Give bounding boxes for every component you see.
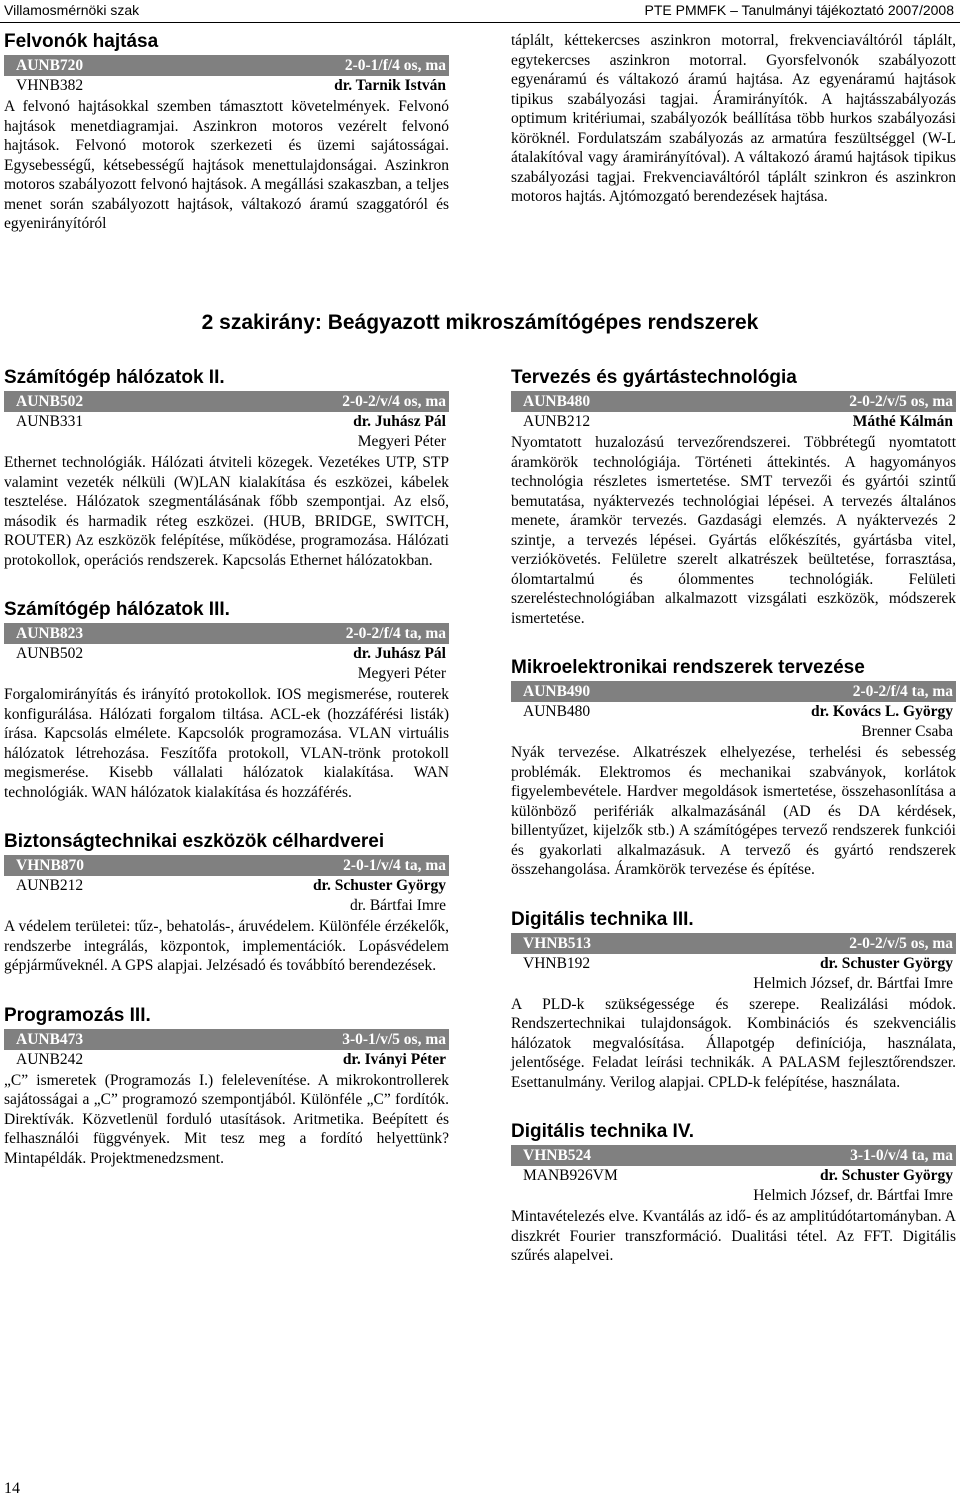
course-teacher: dr. Juhász Pál — [353, 413, 446, 430]
course-programozas3 — [4, 1004, 449, 1169]
course-meta — [4, 644, 449, 664]
course-credits: 3-0-1/v/5 os, ma — [342, 1030, 446, 1048]
course-credits: 2-0-1/v/4 ta, ma — [343, 857, 446, 874]
course-meta — [4, 412, 449, 432]
course-description: A PLD-k szükségessége és szerepe. Realizálási módok. Rendszertechnikai tulajdonságok. Kombinációs és szekvenciális hálózatok megvalósítása. Állapotgép definíciója, használata, jelentősége. Feladat leírási technikák. A PALASM fejlesztőrendszer. Esettanulmány. Verilog alapjai. CPLD-k felépítése, használata. — [511, 995, 956, 1091]
course-mikroelektronikai — [511, 656, 956, 880]
course-co-teacher: Brenner Csaba — [861, 723, 953, 740]
course-teacher: dr. Schuster György — [819, 1167, 953, 1184]
course-code-bar — [4, 55, 449, 76]
course-code: VHNB524 — [523, 1147, 592, 1164]
course-title: Számítógép hálózatok II. — [4, 367, 225, 388]
course-tervezes — [511, 366, 956, 628]
course-description: Forgalomirányítás és irányító protokollok. IOS megismerése, routerek konfigurálása. Hálózati forgalom tiltása. ACL-ek (hozzáférési listák) írása. Kapcsolás elmélete. Kapcsolók programozása. VLAN virtuális hálózatok létrehozása. Feszítőfa protokoll, VLAN-trönk protokoll megismerése. Kisebb vállalati hálózatok kialakítása. WAN technológiák. WAN hálózatok kialakítása és hozzáférés. — [4, 686, 449, 801]
course-code-bar — [4, 855, 449, 876]
course-description-continued: táplált, kéttekercses aszinkron motorral, frekvenciaváltóról táplált, egytekercses aszinkron motorral. Gyorsfelvonók szabályozott egyenáramú és váltakozó áramú hajtása. Az egyenáramú hajtások tipikus szabályozási tagjai. Áramirányítók. A hajtásszabályozás optimum kritériumai, szabályozók beállítása több hurkos szabályozási köröknél. Fordulatszám szabályozás az armatúra feszültséggel (W-L átalakítóval vagy áramirányítóval). A váltakozó áramú hajtások tipikus szabályozási tagjai. Frekvenciaváltóról táplált szinkron és aszinkron motoros hajtás. Ajtómozgató berendezések hajtása. — [511, 32, 956, 205]
course-meta — [4, 76, 449, 96]
course-teacher: dr. Iványi Péter — [342, 1050, 446, 1068]
top-left-column — [4, 30, 449, 262]
course-co-teacher: Megyeri Péter — [357, 665, 446, 682]
course-digitalis3 — [511, 908, 956, 1093]
course-credits: 2-0-2/f/4 ta, ma — [852, 683, 953, 700]
course-title: Mikroelektronikai rendszerek tervezése — [511, 657, 865, 678]
course-title: Tervezés és gyártástechnológia — [511, 367, 797, 388]
course-prereq: AUNB212 — [16, 877, 84, 894]
course-code: AUNB473 — [16, 1030, 84, 1048]
course-code-bar — [4, 1029, 449, 1050]
course-teacher: dr. Kovács L. György — [811, 703, 953, 720]
course-prereq: VHNB382 — [16, 77, 84, 94]
page-number: 14 — [4, 1480, 20, 1497]
course-prereq: MANB926VM — [523, 1167, 618, 1184]
course-meta — [511, 702, 956, 722]
course-meta — [4, 876, 449, 896]
course-description: „C” ismeretek (Programozás I.) felelevenítése. A mikrokontrollerek sajátosságai a „C” programozó szempontjából. Különféle „C” fordítók. Direktívák. Közvetlenül forduló utasítások. Aritmetika. Beépített és felhasználói függvények. Mit tesz meg a fordító helyettünk? Mintapéldák. Projektmenedzsment. — [4, 1071, 449, 1167]
course-code: VHNB870 — [16, 857, 85, 874]
course-code-bar — [511, 933, 956, 954]
course-title: Programozás III. — [4, 1004, 151, 1026]
course-description: Mintavételezés elve. Kvantálás az idő- és az amplitúdótartományban. A diszkrét Fourier transzformáció. Dualitási tétel. Az FFT. Digitális szűrés alapelvei. — [511, 1208, 956, 1264]
course-halozatok3 — [4, 598, 449, 802]
course-halozatok2 — [4, 366, 449, 570]
course-code: AUNB480 — [523, 393, 591, 410]
course-description: Nyák tervezése. Alkatrészek elhelyezése, terhelési és sebesség problémák. Elektromos és mechanikai szabványok, korlátok figyelembevétele. Hardver megoldások ismertetése, összehasonlítása a különböző perifériák alkalmazásánál (AD és DA kérdések, billentyűzet, kijelzők stb.) A számítógépes tervező rendszerek funkciói és gyakorlati alkalmazásuk. A tervező és gyártó rendszerek összehangolása. Áramkörök tervezése és építése. — [511, 744, 956, 878]
course-co-teacher: Helmich József, dr. Bártfai Imre — [753, 1187, 953, 1204]
course-prereq: AUNB502 — [16, 645, 84, 662]
course-meta — [511, 412, 956, 432]
course-credits: 2-0-2/v/5 os, ma — [849, 934, 953, 952]
course-code: AUNB720 — [16, 57, 84, 74]
course-prereq: VHNB192 — [523, 954, 591, 972]
course-credits: 2-0-2/f/4 ta, ma — [345, 625, 446, 642]
course-meta — [511, 1166, 956, 1186]
course-code-bar — [511, 1145, 956, 1166]
course-prereq: AUNB480 — [523, 703, 591, 720]
course-digitalis4 — [511, 1120, 956, 1266]
course-meta — [511, 954, 956, 974]
course-credits: 2-0-2/v/5 os, ma — [849, 393, 953, 410]
course-prereq: AUNB331 — [16, 413, 84, 430]
course-co-teacher: Megyeri Péter — [357, 433, 446, 450]
course-teacher: dr. Schuster György — [312, 877, 446, 894]
header-right: PTE PMMFK – Tanulmányi tájékoztató 2007/2008 — [644, 2, 954, 18]
course-code-bar — [4, 623, 449, 644]
course-teacher: dr. Tarnik István — [334, 77, 446, 94]
course-prereq: AUNB242 — [16, 1050, 84, 1068]
course-teacher: dr. Schuster György — [819, 954, 953, 972]
course-description: Nyomtatott huzalozású tervezőrendszerei. Többrétegű nyomtatott áramkörök technológiája. Történeti áttekintés. A hagyományos technológia részletes ismertetése. SMT tervezői és gyártói szintű bemutatása, nyáktervezés technológiai lépései. A tervezés általános menete, áramkör tervezés. Gazdasági elemzés. A nyáktervezés 2 szintje, a tervezés lépései. Gyártás előkészítés, gyártásba vitel, verziókövetés. Felületre szerelt alkatrészek beültetése, forrasztása, ólomtartalmú és ólommentes technológiák. Felületi szereléstechnológiában alkalmazott vizsgálati eszközök, módszerek ismertetése. — [511, 434, 956, 627]
course-credits: 2-0-1/f/4 os, ma — [344, 57, 446, 74]
course-title: Digitális technika III. — [511, 908, 694, 930]
course-code: AUNB502 — [16, 393, 84, 410]
course-code: AUNB490 — [523, 683, 591, 700]
course-co-teacher: dr. Bártfai Imre — [350, 897, 446, 914]
page-header — [0, 0, 960, 23]
course-teacher: dr. Juhász Pál — [353, 645, 446, 662]
specialization-heading: 2 szakirány: Beágyazott mikroszámítógépes rendszerek — [201, 311, 759, 334]
course-description: A védelem területei: tűz-, behatolás-, áruvédelem. Különféle érzékelők, rendszerbe integrálás, központok, implementációk. Lopásvédelem gépjárműveknél. A GPS alapjai. Jelzésadó és továbbító berendezések. — [4, 918, 449, 974]
bottom-right-column — [511, 366, 956, 1294]
header-left: Villamosmérnöki szak — [4, 2, 140, 18]
course-code: VHNB513 — [523, 934, 592, 952]
top-right-column — [511, 30, 956, 207]
course-code: AUNB823 — [16, 625, 84, 642]
course-code-bar — [4, 391, 449, 412]
course-credits: 2-0-2/v/4 os, ma — [342, 393, 446, 410]
course-title: Biztonságtechnikai eszközök célhardverei — [4, 831, 385, 852]
course-code-bar — [511, 391, 956, 412]
course-description: A felvonó hajtásokkal szemben támasztott követelmények. Felvonó hajtások menetdiagramjai. Aszinkron motoros vezérelt felvonó hajtások. Felvonó motorok szerkezeti és üzemi sajátosságai. Egysebességű, kétsebességű hajtások menettulajdonságai. Aszinkron motoros szabályozott felvonó hajtások. A megállási szakaszban, a teljes menet során szabályozott hajtások, váltakozó áramú szaggatóról és egyenirányítóról — [4, 98, 449, 232]
course-title: Számítógép hálózatok III. — [4, 599, 230, 620]
course-biztonsag — [4, 830, 449, 976]
bottom-left-column — [4, 366, 449, 1196]
course-teacher: Máthé Kálmán — [852, 413, 953, 430]
course-code-bar — [511, 681, 956, 702]
course-title: Digitális technika IV. — [511, 1121, 695, 1142]
course-prereq: AUNB212 — [523, 413, 591, 430]
course-credits: 3-1-0/v/4 ta, ma — [850, 1147, 953, 1164]
course-felvonok — [4, 30, 449, 234]
course-title: Felvonók hajtása — [4, 31, 159, 52]
course-description: Ethernet technológiák. Hálózati átviteli közegek. Vezetékes UTP, STP valamint vezeték nélküli (W)LAN kialakítása és eszközei, kábelek tesztelése. Hálózatok szegmentálásának főbb szempontjai. Az első, második és harmadik réteg eszközei. (HUB, BRIDGE, SWITCH, ROUTER) Az eszközök felépítése, működése, programozása. Hálózati protokollok, operációs rendszerek. Kapcsolás Ethernet hálózatokban. — [4, 454, 449, 569]
course-co-teacher: Helmich József, dr. Bártfai Imre — [753, 974, 953, 992]
course-meta — [4, 1050, 449, 1070]
